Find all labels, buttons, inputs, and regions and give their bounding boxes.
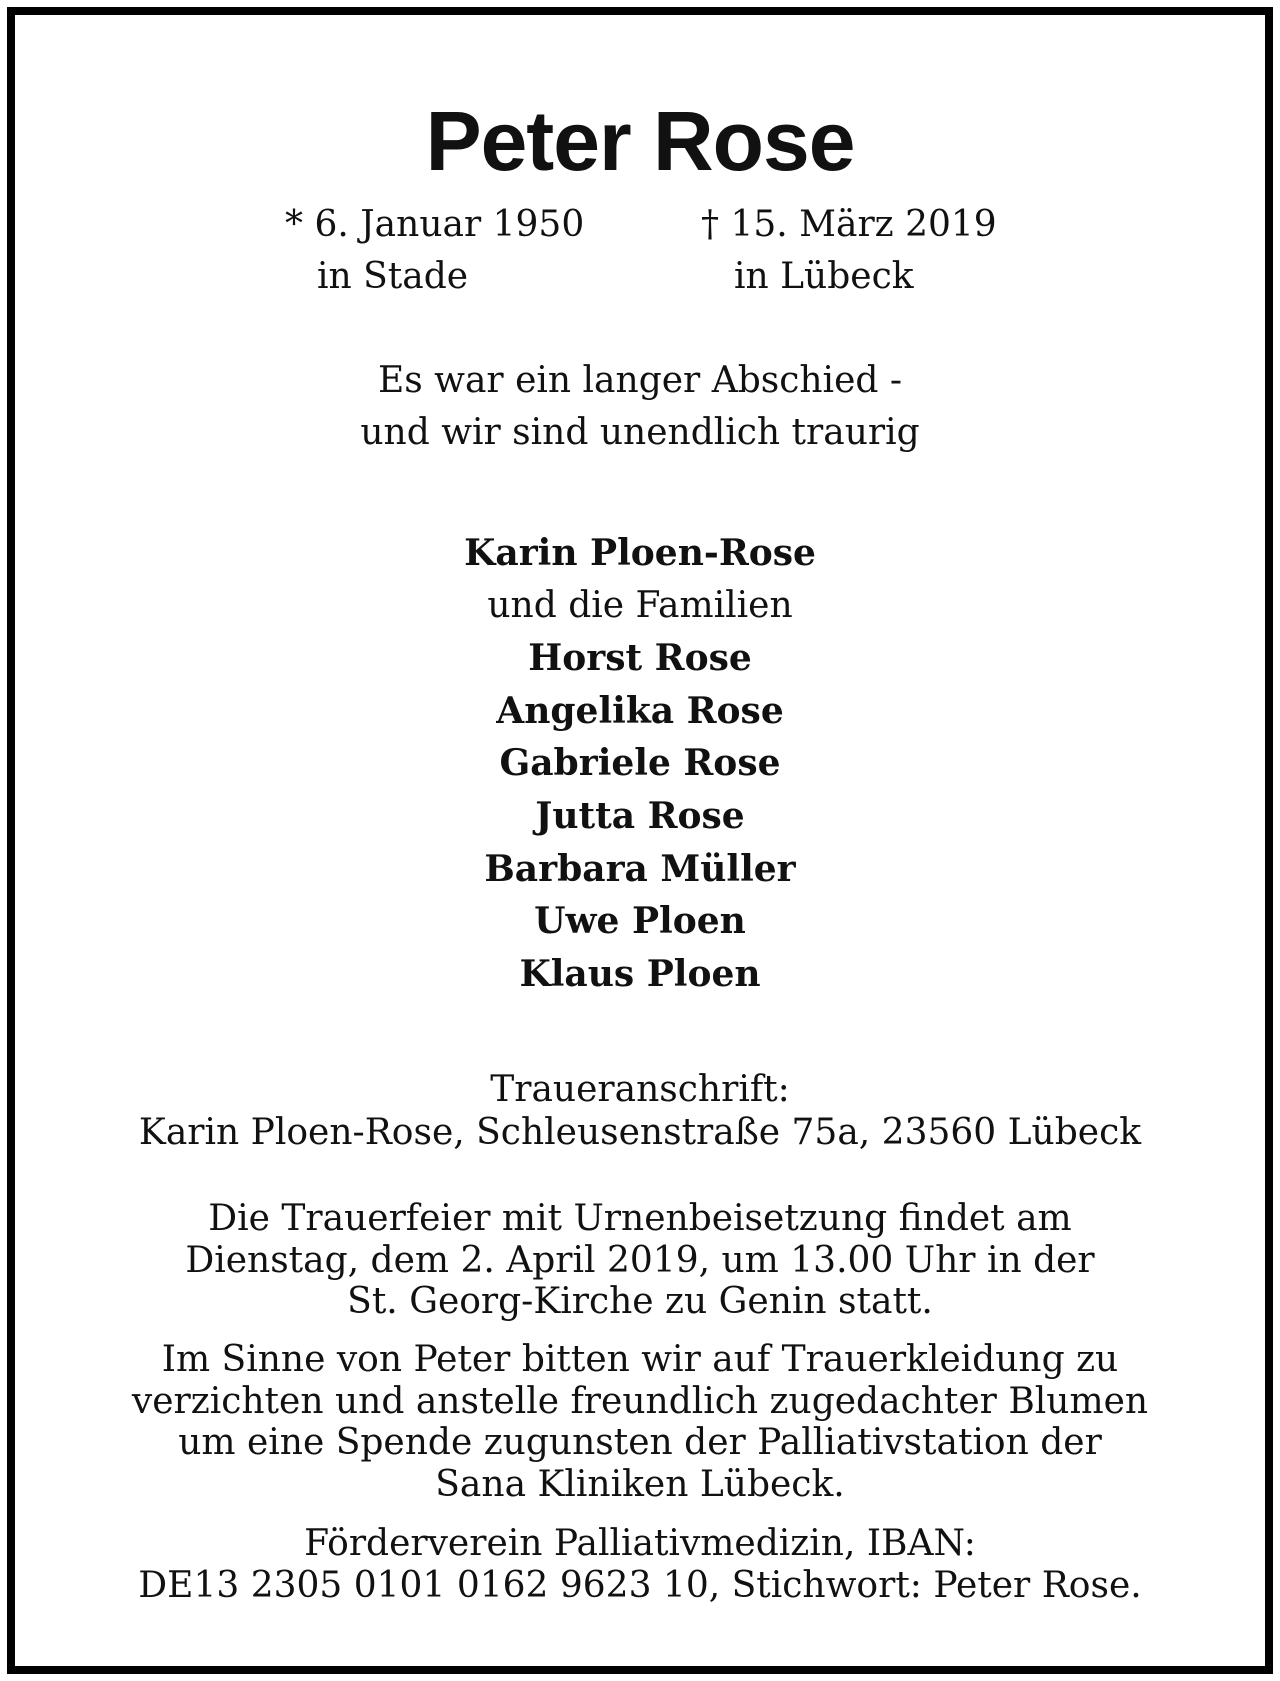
ceremony-line: St. Georg-Kirche zu Genin statt. bbox=[347, 1281, 933, 1322]
donation-request bbox=[15, 1339, 1265, 1505]
mourners-connector: und die Familien bbox=[487, 584, 793, 626]
ceremony-line: Dienstag, dem 2. April 2019, um 13.00 Uhr in der bbox=[185, 1239, 1095, 1281]
address-value: Karin Ploen-Rose, Schleusenstraße 75a, 23560 Lübeck bbox=[138, 1112, 1142, 1153]
mourning-address bbox=[15, 1068, 1265, 1154]
motto-line: Es war ein langer Abschied - bbox=[377, 360, 903, 401]
mourner-family: Uwe Ploen bbox=[534, 900, 746, 943]
death-info bbox=[701, 199, 997, 303]
birth-info bbox=[285, 199, 584, 303]
ceremony-info bbox=[15, 1198, 1265, 1323]
ceremony-line: Die Trauerfeier mit Urnenbeisetzung findet am bbox=[208, 1198, 1072, 1239]
mourner-family: Horst Rose bbox=[528, 637, 752, 680]
birth-place: in Stade bbox=[317, 256, 469, 297]
request-line: Sana Kliniken Lübeck. bbox=[435, 1463, 845, 1505]
request-line: um eine Spende zugunsten der Palliativstation der bbox=[178, 1422, 1102, 1463]
donation-line: DE13 2305 0101 0162 9623 10, Stichwort: Peter Rose. bbox=[138, 1564, 1142, 1606]
motto bbox=[15, 355, 1265, 459]
birth-date: * 6. Januar 1950 bbox=[285, 204, 585, 245]
deceased-name: Peter Rose bbox=[425, 94, 855, 188]
obituary-notice bbox=[7, 7, 1273, 1674]
mourner-family: Barbara Müller bbox=[484, 847, 796, 890]
motto-line: und wir sind unendlich traurig bbox=[360, 412, 920, 453]
death-date: † 15. März 2019 bbox=[701, 204, 997, 245]
mourner-spouse: Karin Ploen-Rose bbox=[464, 532, 816, 574]
address-label: Traueranschrift: bbox=[490, 1069, 790, 1110]
death-place: in Lübeck bbox=[734, 256, 914, 297]
donation-line: Förderverein Palliativmedizin, IBAN: bbox=[304, 1523, 976, 1564]
mourner-family: Angelika Rose bbox=[496, 689, 784, 732]
mourners-list bbox=[15, 527, 1265, 1000]
donation-account bbox=[15, 1523, 1265, 1606]
mourner-family: Jutta Rose bbox=[535, 794, 745, 837]
mourner-family: Gabriele Rose bbox=[499, 742, 781, 785]
request-line: Im Sinne von Peter bitten wir auf Trauerkleidung zu bbox=[161, 1339, 1119, 1380]
mourner-family: Klaus Ploen bbox=[519, 952, 761, 995]
request-line: verzichten und anstelle freundlich zugedachter Blumen bbox=[131, 1380, 1149, 1422]
